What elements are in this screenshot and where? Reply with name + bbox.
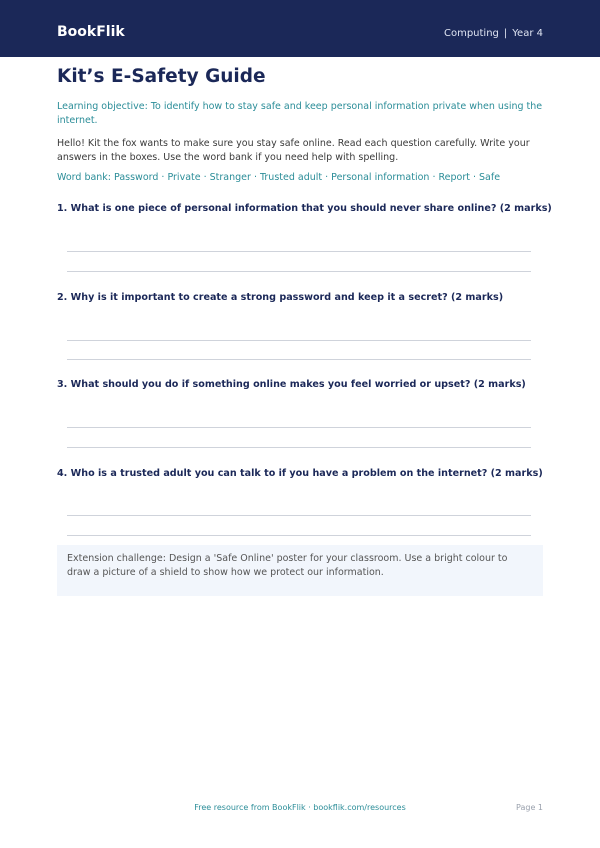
answer-line-1b[interactable]: [67, 271, 531, 272]
separator: |: [503, 28, 508, 39]
answer-line-2b[interactable]: [67, 359, 531, 360]
answer-line-4b[interactable]: [67, 535, 531, 536]
subject-label: Computing: [443, 28, 499, 39]
question-2: 2. Why is it important to create a strong password and keep it a secret? (2 marks): [57, 292, 504, 303]
subject-year-label: [444, 27, 543, 40]
answer-line-2a[interactable]: [67, 340, 531, 341]
answer-line-4a[interactable]: [67, 515, 531, 516]
answer-line-3b[interactable]: [67, 447, 531, 448]
page-header: [0, 0, 600, 57]
word-bank: Word bank: Password · Private · Stranger · Trusted adult · Personal information · Report · Safe: [57, 172, 501, 183]
question-4: 4. Who is a trusted adult you can talk to if you have a problem on the internet? (2 marks): [57, 468, 543, 479]
question-1: 1. What is one piece of personal information that you should never share online? (2 marks): [57, 203, 552, 214]
intro-text: Hello! Kit the fox wants to make sure you stay safe online. Read each question carefully. Write your answers in the boxes. Use the word bank if you need help with spelling.: [57, 138, 530, 163]
question-3: 3. What should you do if something online makes you feel worried or upset? (2 marks): [57, 379, 526, 390]
extension-box: [57, 545, 543, 596]
learning-objective: Learning objective: To identify how to stay safe and keep personal information private when using the internet.: [57, 101, 543, 126]
page-number: Page 1: [516, 803, 543, 812]
answer-line-1a[interactable]: [67, 251, 531, 252]
brand-logo: BookFlik: [57, 24, 125, 40]
answer-line-3a[interactable]: [67, 427, 531, 428]
extension-text: Extension challenge: Design a 'Safe Online' poster for your classroom. Use a bright colour to draw a picture of a shield to show how we protect our information.: [67, 553, 508, 578]
year-label: Year 4: [512, 28, 543, 39]
page-title: Kit’s E-Safety Guide: [57, 66, 266, 87]
footer-text: Free resource from BookFlik · bookflik.com/resources: [194, 803, 406, 812]
